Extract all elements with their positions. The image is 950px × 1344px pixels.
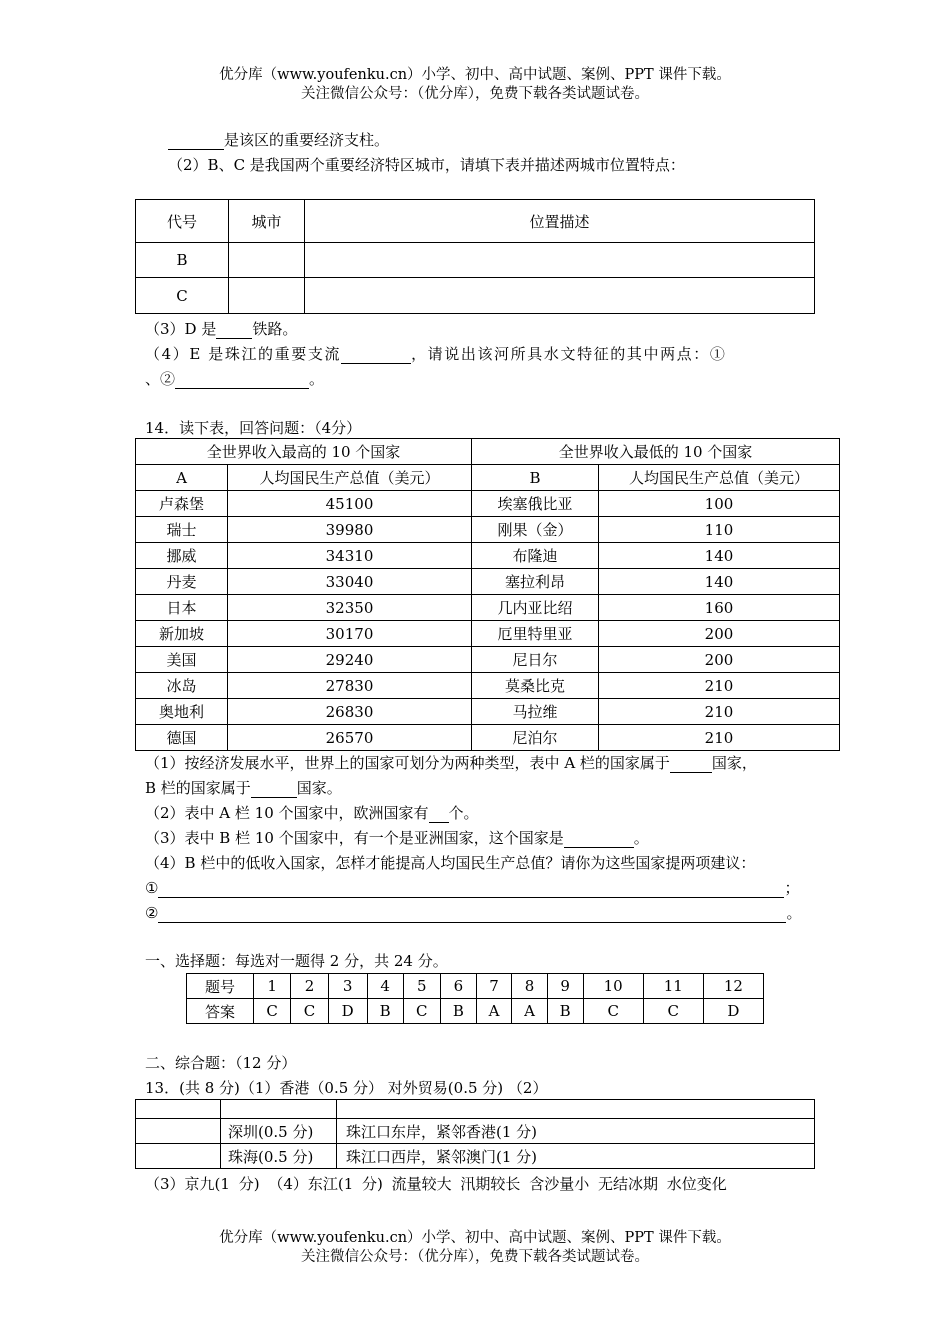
answer-letter: A bbox=[512, 999, 547, 1024]
gnp-b: 100 bbox=[599, 491, 840, 517]
desc-cell bbox=[305, 278, 815, 314]
blank bbox=[175, 372, 309, 389]
question-number: 7 bbox=[476, 974, 511, 999]
gnp-a: 45100 bbox=[228, 491, 472, 517]
country-a: 丹麦 bbox=[136, 569, 228, 595]
country-a: 日本 bbox=[136, 595, 228, 621]
city-cell bbox=[229, 278, 305, 314]
table-row bbox=[136, 517, 840, 543]
footer-line-1: 优分库（www.youfenku.cn）小学、初中、高中试题、案例、PPT 课件下载。 bbox=[219, 1230, 731, 1246]
gnp-a: 29240 bbox=[228, 647, 472, 673]
gnp-a: 34310 bbox=[228, 543, 472, 569]
gnp-a: 26830 bbox=[228, 699, 472, 725]
q13-pillar-line: 是该区的重要经济支柱。 bbox=[168, 129, 389, 150]
q13-part2: （2）B、C 是我国两个重要经济特区城市，请填下表并描述两城市位置特点： bbox=[168, 156, 685, 174]
country-a: 奥地利 bbox=[136, 699, 228, 725]
col-header: 代号 bbox=[136, 200, 229, 243]
gnp-a: 30170 bbox=[228, 621, 472, 647]
answer-letter: B bbox=[547, 999, 583, 1024]
country-b: 塞拉利昂 bbox=[472, 569, 599, 595]
question-number: 12 bbox=[703, 974, 763, 999]
gnp-b: 210 bbox=[599, 699, 840, 725]
answer-letter: A bbox=[476, 999, 511, 1024]
country-b: 尼日尔 bbox=[472, 647, 599, 673]
gnp-b: 140 bbox=[599, 543, 840, 569]
blank bbox=[429, 806, 449, 823]
q14-title: 14．读下表，回答问题：（4分） bbox=[145, 419, 362, 437]
blank bbox=[564, 831, 634, 848]
answer-letter: D bbox=[328, 999, 367, 1024]
question-number: 10 bbox=[583, 974, 643, 999]
header-line-1: 优分库（www.youfenku.cn）小学、初中、高中试题、案例、PPT 课件下载。 bbox=[219, 67, 731, 83]
gnp-b: 160 bbox=[599, 595, 840, 621]
answer-city-table bbox=[135, 1099, 815, 1169]
country-b: 刚果（金） bbox=[472, 517, 599, 543]
q14-p4: （4）B 栏中的低收入国家，怎样才能提高人均国民生产总值？请你为这些国家提两项建议： bbox=[145, 854, 756, 872]
answer-letter: C bbox=[583, 999, 643, 1024]
q14-p1: （1）按经济发展水平，世界上的国家可划分为两种类型，表中 A 栏的国家属于 国家， bbox=[145, 754, 757, 772]
q14-p3: （3）表中 B 栏 10 个国家中，有一个是亚洲国家，这个国家是 。 bbox=[145, 829, 649, 847]
answers-q13-line: 13．(共 8 分)（1）香港（0.5 分） 对外贸易(0.5 分) （2） bbox=[145, 1079, 548, 1097]
low-income-header: 全世界收入最低的 10 个国家 bbox=[472, 439, 840, 465]
question-number: 6 bbox=[440, 974, 476, 999]
header-line-2: 关注微信公众号：（优分库），免费下载各类试题试卷。 bbox=[301, 86, 649, 102]
gnp-b: 200 bbox=[599, 647, 840, 673]
table-row bbox=[136, 569, 840, 595]
q13-city-table bbox=[135, 199, 815, 314]
answer-letter: C bbox=[643, 999, 703, 1024]
answer-city: 珠海(0.5 分) bbox=[221, 1144, 337, 1169]
blank bbox=[158, 881, 784, 898]
q13-part4-cont: 、② 。 bbox=[145, 370, 325, 388]
gnp-a: 39980 bbox=[228, 517, 472, 543]
question-number: 9 bbox=[547, 974, 583, 999]
answer-letter: D bbox=[703, 999, 763, 1024]
question-number: 3 bbox=[328, 974, 367, 999]
country-b: 埃塞俄比亚 bbox=[472, 491, 599, 517]
mc-answer-table bbox=[186, 973, 764, 1024]
answers-section1-title: 一、选择题：每选对一题得 2 分，共 24 分。 bbox=[145, 952, 448, 970]
answer-letter: C bbox=[403, 999, 440, 1024]
gnp-b: 210 bbox=[599, 725, 840, 751]
country-b: 马拉维 bbox=[472, 699, 599, 725]
question-number: 11 bbox=[643, 974, 703, 999]
blank bbox=[341, 347, 411, 364]
question-number: 1 bbox=[254, 974, 291, 999]
answer-letter: B bbox=[367, 999, 403, 1024]
country-b: 莫桑比克 bbox=[472, 673, 599, 699]
row-label: 答案 bbox=[187, 999, 254, 1024]
answer-letter: C bbox=[254, 999, 291, 1024]
answers-section2-title: 二、综合题：（12 分） bbox=[145, 1054, 297, 1072]
gnp-b: 200 bbox=[599, 621, 840, 647]
col-header: 城市 bbox=[229, 200, 305, 243]
col-b-header: B bbox=[472, 465, 599, 491]
table-row bbox=[136, 543, 840, 569]
q14-p2: （2）表中 A 栏 10 个国家中，欧洲国家有 个。 bbox=[145, 804, 479, 822]
q14-p4-line1: ① ； bbox=[145, 879, 800, 897]
question-number: 8 bbox=[512, 974, 547, 999]
gnp-a: 33040 bbox=[228, 569, 472, 595]
answer-desc: 珠江口东岸，紧邻香港(1 分) bbox=[337, 1119, 815, 1144]
country-b: 厄里特里亚 bbox=[472, 621, 599, 647]
country-a: 美国 bbox=[136, 647, 228, 673]
country-b: 几内亚比绍 bbox=[472, 595, 599, 621]
row-code: C bbox=[136, 278, 229, 314]
question-number: 4 bbox=[367, 974, 403, 999]
country-b: 布隆迪 bbox=[472, 543, 599, 569]
blank bbox=[670, 756, 712, 773]
col-a-header: A bbox=[136, 465, 228, 491]
gnp-a: 27830 bbox=[228, 673, 472, 699]
gnp-b: 140 bbox=[599, 569, 840, 595]
col-gnp-header: 人均国民生产总值（美元） bbox=[228, 465, 472, 491]
table-row bbox=[136, 647, 840, 673]
row-code: B bbox=[136, 243, 229, 278]
country-a: 德国 bbox=[136, 725, 228, 751]
col-gnp-header: 人均国民生产总值（美元） bbox=[599, 465, 840, 491]
table-row bbox=[136, 673, 840, 699]
question-number: 2 bbox=[291, 974, 328, 999]
answers-q13-last: （3）京九(1 分) （4）东江(1 分) 流量较大 汛期较长 含沙量小 无结冰期 水位变化 bbox=[145, 1175, 727, 1193]
gnp-b: 210 bbox=[599, 673, 840, 699]
table-row bbox=[136, 491, 840, 517]
footer-line-2: 关注微信公众号：（优分库），免费下载各类试题试卷。 bbox=[301, 1249, 649, 1265]
q13-part3: （3）D 是 铁路。 bbox=[145, 320, 298, 338]
blank bbox=[168, 133, 224, 150]
table-row bbox=[136, 699, 840, 725]
answer-letter: C bbox=[291, 999, 328, 1024]
blank bbox=[251, 781, 297, 798]
desc-cell bbox=[305, 243, 815, 278]
income-table bbox=[135, 438, 840, 751]
q14-p4-line2: ② 。 bbox=[145, 904, 802, 922]
row-label: 题号 bbox=[187, 974, 254, 999]
country-b: 尼泊尔 bbox=[472, 725, 599, 751]
q13-part4: （4）E 是珠江的重要支流 ，请说出该河所具水文特征的其中两点：① bbox=[145, 345, 727, 363]
question-number: 5 bbox=[403, 974, 440, 999]
answer-desc: 珠江口西岸，紧邻澳门(1 分) bbox=[337, 1144, 815, 1169]
answer-city: 深圳(0.5 分) bbox=[221, 1119, 337, 1144]
city-cell bbox=[229, 243, 305, 278]
table-row bbox=[136, 621, 840, 647]
table-row bbox=[136, 595, 840, 621]
blank bbox=[216, 322, 252, 339]
answer-letter: B bbox=[440, 999, 476, 1024]
country-a: 新加坡 bbox=[136, 621, 228, 647]
country-a: 卢森堡 bbox=[136, 491, 228, 517]
gnp-b: 110 bbox=[599, 517, 840, 543]
country-a: 冰岛 bbox=[136, 673, 228, 699]
country-a: 挪威 bbox=[136, 543, 228, 569]
country-a: 瑞士 bbox=[136, 517, 228, 543]
col-header: 位置描述 bbox=[305, 200, 815, 243]
blank bbox=[158, 906, 786, 923]
q14-p1-cont: B 栏的国家属于 国家。 bbox=[145, 779, 342, 797]
table-row bbox=[136, 725, 840, 751]
high-income-header: 全世界收入最高的 10 个国家 bbox=[136, 439, 472, 465]
gnp-a: 26570 bbox=[228, 725, 472, 751]
gnp-a: 32350 bbox=[228, 595, 472, 621]
